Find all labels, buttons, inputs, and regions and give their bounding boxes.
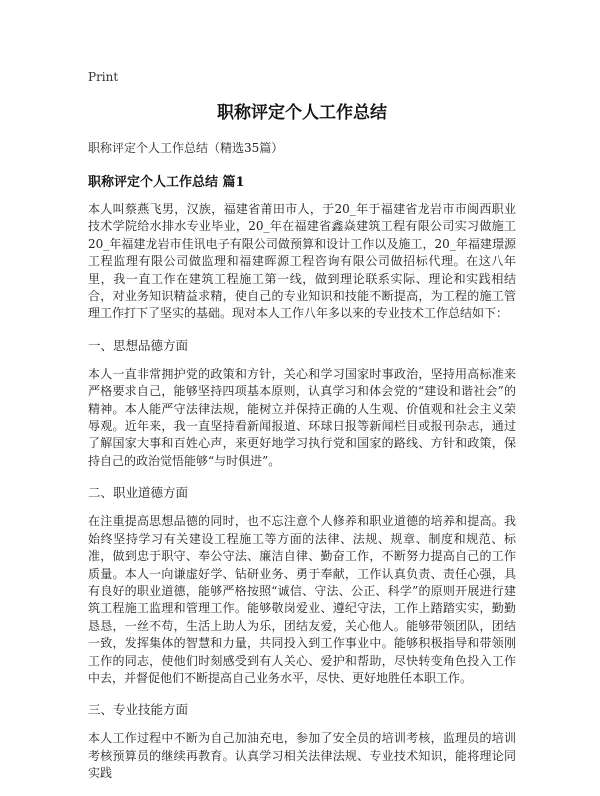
document-page: [88, 70, 516, 796]
section-heading-ideology: 一、思想品德方面: [88, 337, 189, 353]
intro-paragraph: 本人叫蔡燕飞男，汉族，福建省莆田市人，于20_年于福建省龙岩市市闽西职业技术学院给水排水专业毕业，20_年在福建省鑫焱建筑工程有限公司实习做施工20_年福建龙岩市佳讯电子有限公司做预算和设计工作以及施工，20_年福建璟源工程监理有限公司做监理和福建晖源工程咨询有限公司做招标代理。在这八年里，我一直工作在建筑工程施工第一线，做到理论联系实际、理论和实践相结合，对业务知识精益求精，使自己的专业知识和技能不断提高，为工程的施工管理工作打下了坚实的基础。现对本人工作八年多以来的专业技术工作总结如下：: [88, 202, 516, 321]
ideology-paragraph: 本人一直非常拥护党的政策和方针，关心和学习国家时事政治，坚持用高标准来严格要求自己，能够坚持四项基本原则，认真学习和体会党的“建设和谐社会”的精神。本人能严守法律法规，能树立并保持正确的人生观、价值观和社会主义荣辱观。近年来，我一直坚持看新闻报道、环球日报等新闻栏目或报刊杂志，通过了解国家大事和百姓心声，来更好地学习执行党和国家的路线、方针和政策，保持自己的政治觉悟能够“与时俱进”。: [88, 366, 516, 468]
section-heading-skills: 三、专业技能方面: [88, 702, 189, 718]
article-heading: 职称评定个人工作总结 篇1: [88, 175, 245, 190]
ethics-paragraph: 在注重提高思想品德的同时，也不忘注意个人修养和职业道德的培养和提高。我始终坚持学习有关建设工程施工等方面的法律、法规、规章、制度和规范、标准，做到忠于职守、奉公守法、廉洁自律、勤奋工作，不断努力提高自己的工作质量。本人一向谦虚好学、钻研业务、勇于奉献，工作认真负责、责任心强，具有良好的职业道德，能够严格按照“诚信、守法、公正、科学”的原则开展进行建筑工程施工监理和管理工作。能够敬岗爱业、遵纪守法，工作上踏踏实实，勤勤恳恳，一丝不苟，生活上助人为乐，团结友爱，关心他人。能够带领团队，团结一致，发挥集体的智慧和力量，共同投入到工作事业中。能够积极指导和带领刚工作的同志，使他们时刻感受到有人关心、爱护和帮助，尽快转变角色投入工作中去，并督促他们不断提高自己业务水平，尽快、更好地胜任本职工作。: [88, 514, 516, 685]
print-link[interactable]: Print: [88, 70, 119, 84]
document-subtitle: 职称评定个人工作总结（精选35篇）: [88, 141, 284, 155]
section-heading-ethics: 二、职业道德方面: [88, 485, 189, 501]
skills-paragraph: 本人工作过程中不断为自己加油充电，参加了安全员的培训考核，监理员的培训考核预算员的继续再教育。认真学习相关法律法规、专业技术知识，能将理论同实践: [88, 731, 516, 781]
document-title: 职称评定个人工作总结: [217, 103, 387, 123]
